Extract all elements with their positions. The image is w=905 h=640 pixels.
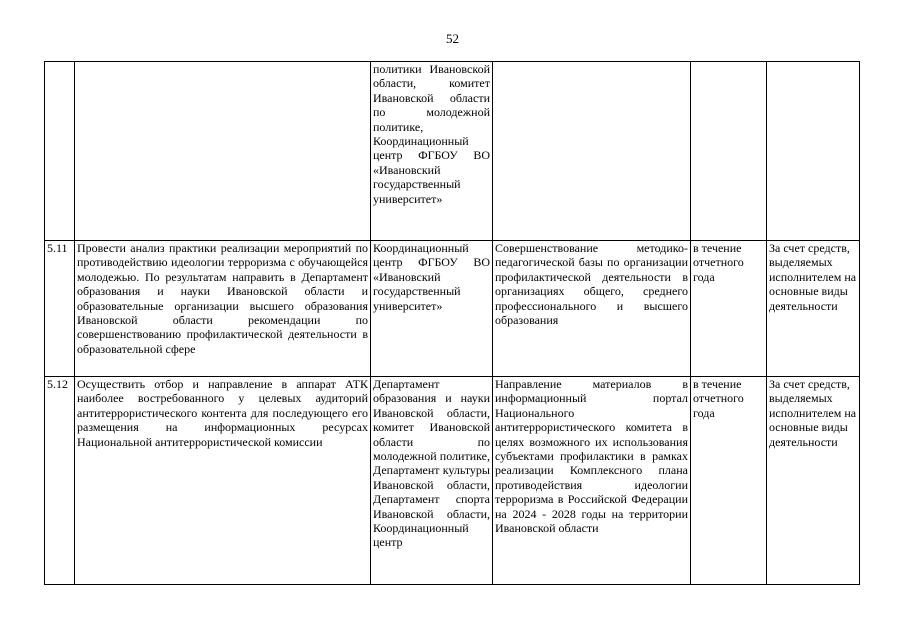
period-cell: в течение отчетного года [691,241,767,377]
row-number: 5.12 [45,377,75,585]
period-cell: в течение отчетного года [691,377,767,585]
period-cell [691,62,767,241]
action-cell [75,62,371,241]
result-cell: Направление материалов в информационный портал Национального антитеррористического комитета в целях возможного их использования субъектами профилактики в рамках реализации Комплексного плана противодействия идеологии терроризма в Российской Федерации на 2024 - 2028 годы на территории Ивановской области [493,377,691,585]
executors-cell: Координационный центр ФГБОУ ВО «Ивановский государственный университет» [371,241,493,377]
row-number: 5.11 [45,241,75,377]
table-row [45,241,860,377]
plan-table [44,61,860,585]
action-cell: Осуществить отбор и направление в аппарат АТК наиболее востребованного у целевых аудиторий антитеррористического контента для последующего его размещения на информационных ресурсах Национальной антитеррористической комиссии [75,377,371,585]
page-number: 52 [446,31,459,46]
executors-cell: Департамент образования и науки Ивановской области, комитет Ивановской области по молодежной политике, Департамент культуры Ивановской области, Департамент спорта Ивановской области, Координационный центр [371,377,493,585]
executors-cell: политики Ивановской области, комитет Ивановской области по молодежной политике, Координационный центр ФГБОУ ВО «Ивановский государственный университет» [371,62,493,241]
result-cell: Совершенствование методико-педагогической базы по организации профилактической деятельности в организациях общего, среднего профессионального и высшего образования [493,241,691,377]
table-row [45,62,860,241]
result-cell [493,62,691,241]
row-number [45,62,75,241]
action-cell: Провести анализ практики реализации мероприятий по противодействию идеологии терроризма с обучающейся молодежью. По результатам направить в Департамент образования и науки Ивановской области и образовательные организации высшего образования Ивановской области рекомендации по совершенствованию профилактической деятельности в образовательной сфере [75,241,371,377]
funding-cell [767,62,860,241]
table-row [45,377,860,585]
funding-cell: За счет средств, выделяемых исполнителем на основные виды деятельности [767,377,860,585]
funding-cell: За счет средств, выделяемых исполнителем на основные виды деятельности [767,241,860,377]
